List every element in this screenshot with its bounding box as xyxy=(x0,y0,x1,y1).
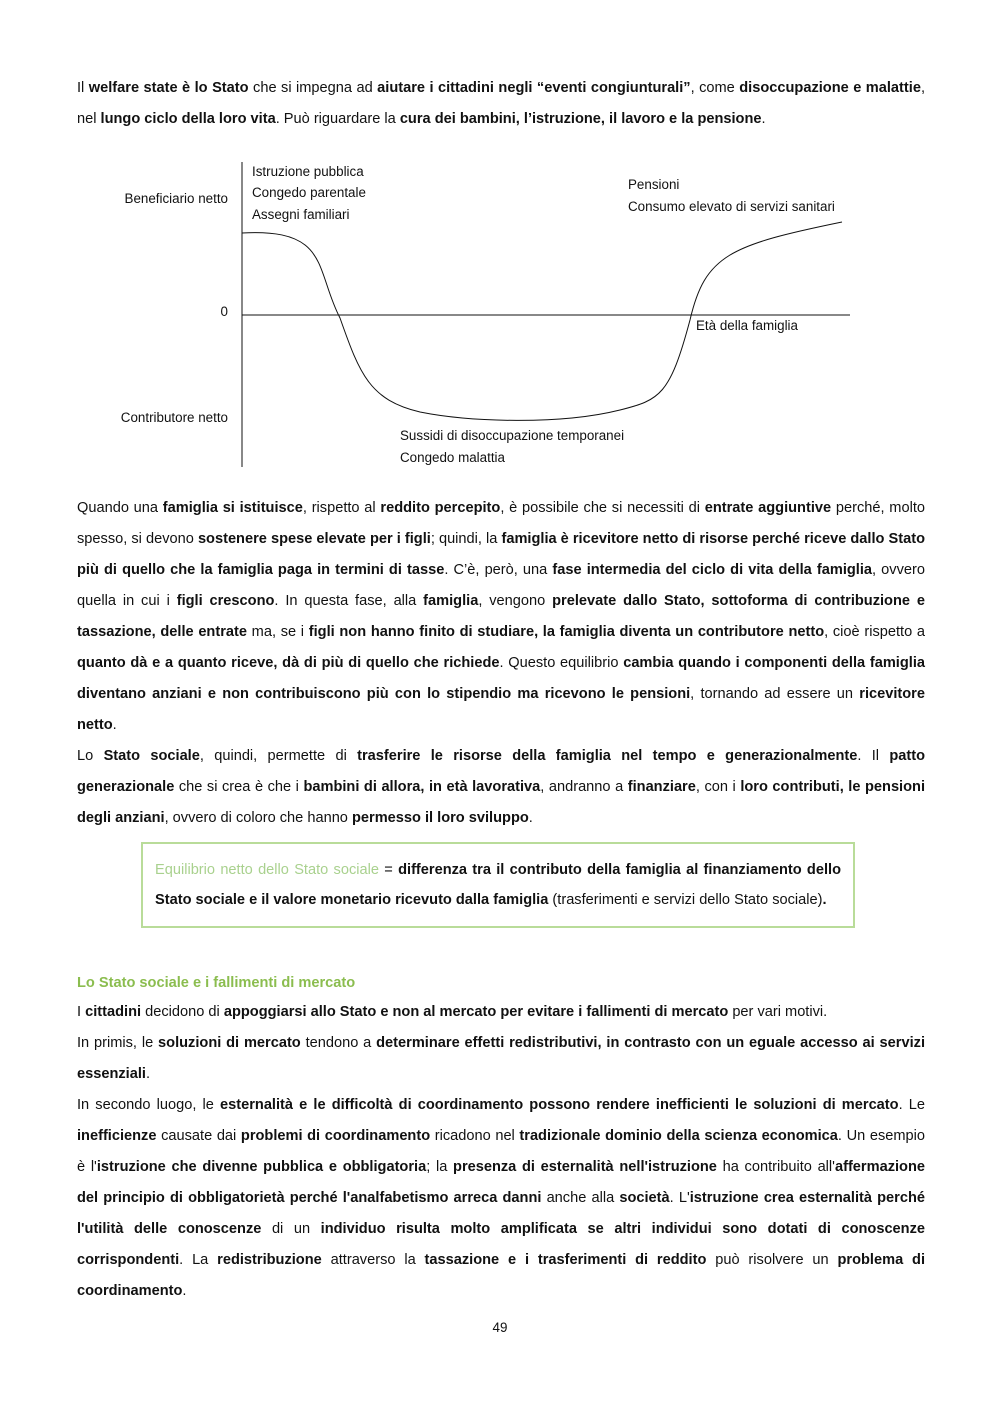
bold-text: tassazione e i trasferimenti di reddito xyxy=(424,1252,707,1268)
text-run: che si crea è che i xyxy=(174,779,304,795)
bold-text: determinare effetti redistributivi, in contrasto con un eguale accesso ai servizi essenziali xyxy=(77,1035,925,1082)
bold-text: quanto dà e a quanto riceve, dà di più di quello che richiede xyxy=(77,655,500,671)
text-run: può risolvere un xyxy=(706,1252,838,1268)
body-paragraph xyxy=(77,997,925,1028)
text-run: ; quindi, la xyxy=(430,531,502,547)
bold-text: individuo risulta molto amplificata se altri individui sono dotati di conoscenze corrispondenti xyxy=(77,1221,926,1268)
text-run: , rispetto al xyxy=(302,500,381,516)
text-run: perché, molto spesso, si devono xyxy=(77,500,925,547)
text-run: . C’è, però, una xyxy=(444,562,553,578)
bold-text: società xyxy=(619,1190,670,1206)
text-run: tendono a xyxy=(300,1035,377,1051)
bold-text: inefficienze xyxy=(77,1128,157,1144)
bold-text: lungo ciclo della loro vita xyxy=(100,111,276,127)
text-run: , è possibile che si necessiti di xyxy=(500,500,705,516)
bold-text: cittadini xyxy=(85,1004,142,1020)
bold-text: sostenere spese elevate per i figli xyxy=(197,531,431,547)
text-run: In primis, le xyxy=(77,1035,159,1051)
bold-text: trasferire le risorse della famiglia nel tempo e generazionalmente xyxy=(357,748,858,764)
text-run: ; la xyxy=(426,1159,454,1175)
text-run: ma, se i xyxy=(246,624,309,640)
bold-text: esternalità e le difficoltà di coordinamento possono rendere inefficienti le soluzioni di mercato xyxy=(220,1097,899,1113)
text-run: , andranno a xyxy=(540,779,628,795)
bold-text: istruzione crea esternalità perché l'utilità delle conoscenze xyxy=(77,1190,925,1237)
lifecycle-diagram xyxy=(0,0,1000,480)
bold-text: bambini di allora, in età lavorativa xyxy=(303,779,541,795)
definition-box xyxy=(141,842,855,928)
text-run: che si impegna ad xyxy=(248,80,378,96)
bold-text: welfare state è lo Stato xyxy=(88,80,249,96)
text-run: . La xyxy=(179,1252,218,1268)
text-run: , come xyxy=(690,80,740,96)
text-run: , vengono xyxy=(478,593,553,609)
text-run: Lo xyxy=(77,748,104,764)
text-run: di un xyxy=(261,1221,321,1237)
bold-text: ricevitore netto xyxy=(77,686,925,733)
early-life-note: Congedo parentale xyxy=(252,185,366,200)
page-number: 49 xyxy=(492,1320,508,1335)
bold-text: reddito percepito xyxy=(380,500,501,516)
bold-text: . xyxy=(822,892,827,908)
early-life-note: Assegni familiari xyxy=(252,207,350,222)
bold-text: permesso il loro sviluppo xyxy=(351,810,529,826)
text-run: . Un esempio è l' xyxy=(77,1128,925,1175)
text-run: . xyxy=(182,1283,187,1299)
text-run: anche alla xyxy=(541,1190,620,1206)
y-bottom-label: Contributore netto xyxy=(120,410,228,425)
y-top-label: Beneficiario netto xyxy=(124,191,228,206)
text-run: . xyxy=(761,111,766,127)
working-age-note: Congedo malattia xyxy=(400,450,505,465)
text-run: , tornando ad essere un xyxy=(690,686,860,702)
working-age-note: Sussidi di disoccupazione temporanei xyxy=(400,428,625,443)
text-run: . Questo equilibrio xyxy=(499,655,624,671)
bold-text: cambia quando i componenti della famiglia diventano anziani e non contribuiscono più con lo stipendio ma ricevono le pensioni xyxy=(77,655,925,702)
text-run: , ovvero di coloro che hanno xyxy=(164,810,352,826)
late-life-note: Pensioni xyxy=(628,177,680,192)
bold-text: soluzioni di mercato xyxy=(158,1035,301,1051)
text-run: , nel xyxy=(77,80,925,127)
bold-text: problemi di coordinamento xyxy=(240,1128,431,1144)
early-life-note: Istruzione pubblica xyxy=(252,164,364,179)
bold-text: figli crescono xyxy=(176,593,275,609)
bold-text: famiglia xyxy=(423,593,479,609)
text-run: = xyxy=(378,862,399,878)
text-run: . Le xyxy=(898,1097,926,1113)
bold-text: finanziare xyxy=(627,779,696,795)
bold-text: entrate aggiuntive xyxy=(704,500,832,516)
bold-text: famiglia si istituisce xyxy=(162,500,303,516)
y-zero-label: 0 xyxy=(220,304,228,319)
bold-text: prelevate dallo Stato, sottoforma di contribuzione e tassazione, delle entrate xyxy=(77,593,925,640)
text-run: . Può riguardare la xyxy=(275,111,400,127)
text-run: , cioè rispetto a xyxy=(824,624,926,640)
text-run: Il xyxy=(77,80,89,96)
text-run: attraverso la xyxy=(321,1252,425,1268)
bold-text: presenza di esternalità nell'istruzione xyxy=(453,1159,717,1175)
body-paragraph xyxy=(77,1090,925,1307)
text-run: causate dai xyxy=(156,1128,241,1144)
bold-text: problema di coordinamento xyxy=(77,1252,925,1299)
intro-paragraph xyxy=(77,73,925,135)
bold-text: istruzione che divenne pubblica e obbligatoria xyxy=(96,1159,427,1175)
bold-text: redistribuzione xyxy=(217,1252,322,1268)
text-run: Quando una xyxy=(77,500,163,516)
text-run: per vari motivi. xyxy=(728,1004,828,1020)
bold-text: Stato sociale xyxy=(103,748,200,764)
body-paragraph xyxy=(77,493,925,741)
bold-text: loro contributi, le pensioni degli anziani xyxy=(77,779,925,826)
bold-text: fase intermedia del ciclo di vita della famiglia xyxy=(552,562,873,578)
bold-text: cura dei bambini, l’istruzione, il lavoro e la pensione xyxy=(399,111,762,127)
text-run: I xyxy=(77,1004,86,1020)
text-run: (trasferimenti e servizi dello Stato sociale) xyxy=(548,892,823,908)
bold-text: differenza tra il contributo della famiglia al finanziamento dello Stato sociale e il valore monetario ricevuto dalla famiglia xyxy=(155,862,841,908)
body-section-2 xyxy=(77,997,925,1307)
text-run: ricadono nel xyxy=(430,1128,520,1144)
definition-term: Equilibrio netto dello Stato sociale xyxy=(155,862,379,878)
bold-text: patto generazionale xyxy=(77,748,926,795)
text-run: . xyxy=(145,1066,151,1082)
bold-text: tradizionale dominio della scienza economica xyxy=(519,1128,838,1144)
body-paragraph xyxy=(77,741,925,834)
text-run: . xyxy=(528,810,533,826)
text-run: . xyxy=(112,717,117,733)
bold-text: appoggiarsi allo Stato e non al mercato per evitare i fallimenti di mercato xyxy=(223,1004,729,1020)
bold-text: disoccupazione e malattie xyxy=(739,80,921,96)
body-section-1 xyxy=(77,493,925,834)
bold-text: affermazione del principio di obbligatorietà perché l'analfabetismo arreca danni xyxy=(77,1159,925,1206)
x-axis-label: Età della famiglia xyxy=(696,318,798,333)
bold-text: figli non hanno finito di studiare, la famiglia diventa un contributore netto xyxy=(308,624,825,640)
text-run: decidono di xyxy=(141,1004,224,1020)
text-run: , con i xyxy=(695,779,741,795)
section-heading: Lo Stato sociale e i fallimenti di mercato xyxy=(77,975,356,991)
definition-text xyxy=(155,855,841,915)
text-run: . Il xyxy=(857,748,890,764)
body-paragraph xyxy=(77,1028,925,1090)
text-run: ha contribuito all' xyxy=(716,1159,835,1175)
text-run: . L' xyxy=(669,1190,690,1206)
bold-text: famiglia è ricevitore netto di risorse perché riceve dallo Stato più di quello che la famiglia paga in termini di tasse xyxy=(77,531,925,578)
text-run: In secondo luogo, le xyxy=(77,1097,221,1113)
late-life-note: Consumo elevato di servizi sanitari xyxy=(628,199,835,214)
text-run: , ovvero quella in cui i xyxy=(77,562,925,609)
bold-text: aiutare i cittadini negli “eventi congiunturali” xyxy=(377,80,691,96)
text-run: , quindi, permette di xyxy=(199,748,358,764)
text-run: . In questa fase, alla xyxy=(274,593,424,609)
